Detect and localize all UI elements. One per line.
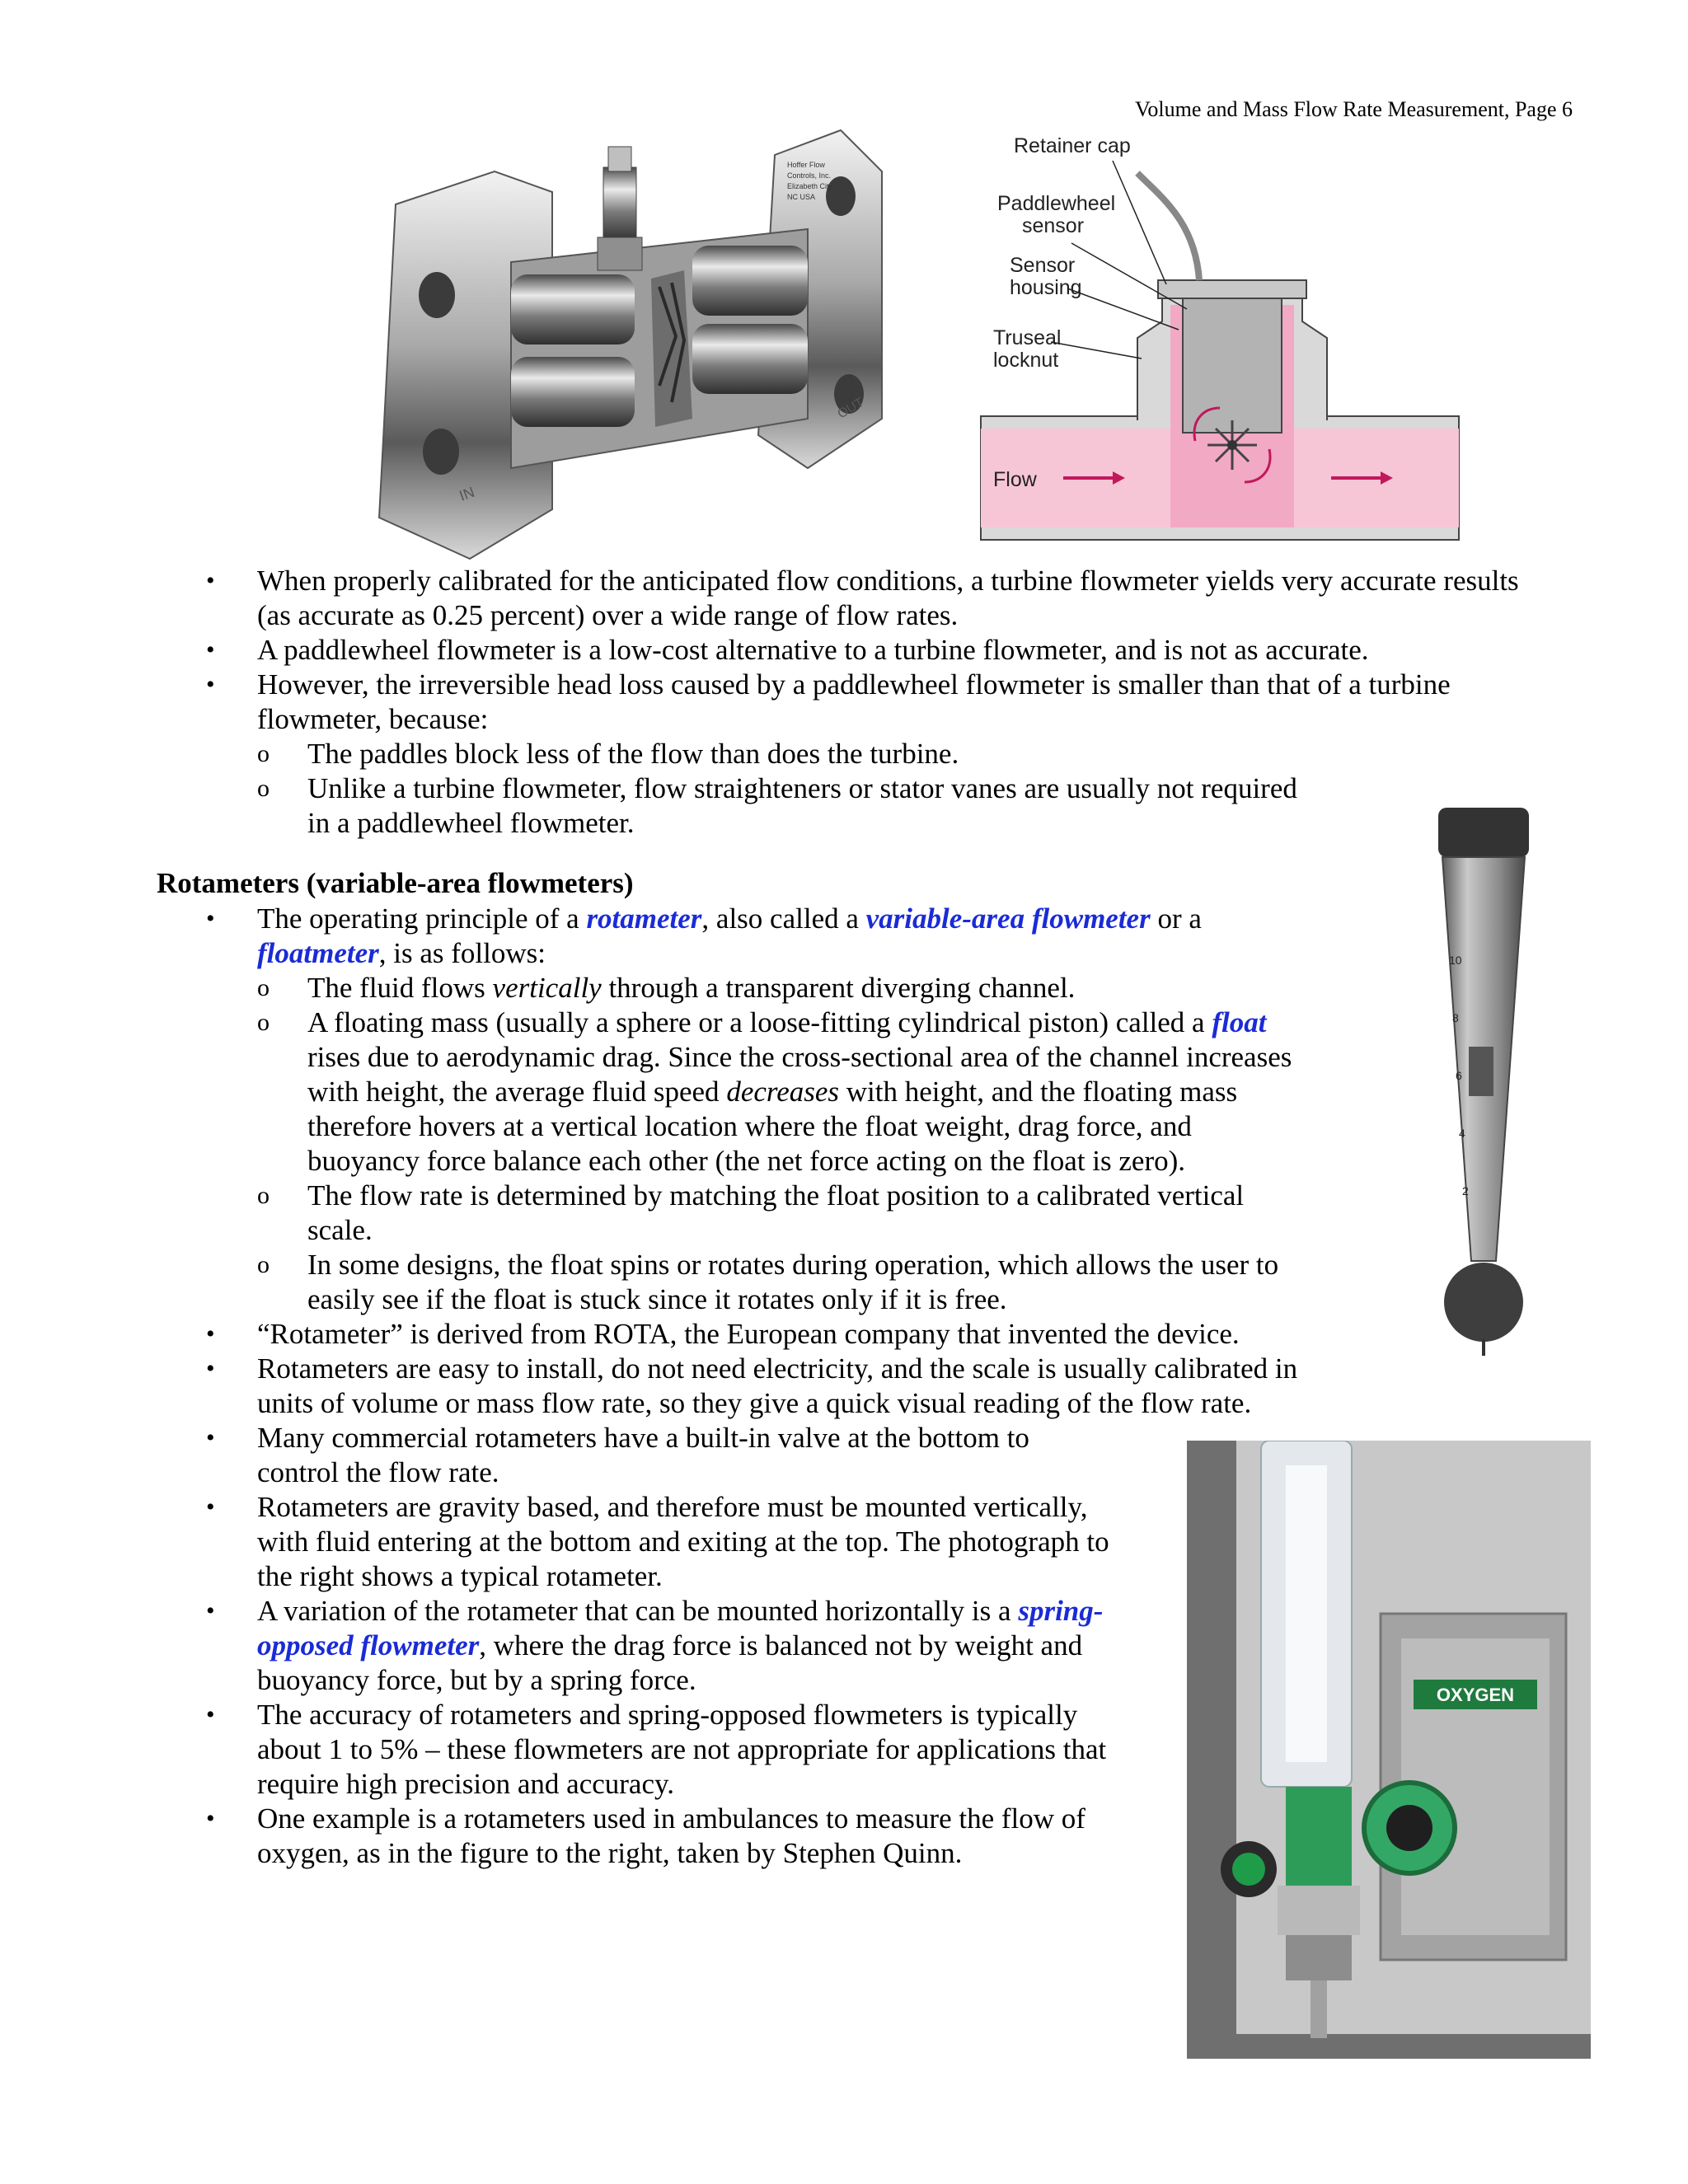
rotameter-scale-tick: 2 [1462, 1184, 1469, 1197]
bullet-symbol: • [206, 1493, 215, 1521]
keyword-spring-opposed-flowmeter: opposed flowmeter [257, 1629, 480, 1661]
label-sensor-housing: housing [1010, 276, 1082, 299]
bullet-symbol: • [206, 905, 215, 932]
text-span: with height, the average fluid speed [307, 1076, 727, 1108]
bullet-symbol: • [206, 1805, 215, 1832]
keyword-floatmeter: floatmeter [257, 937, 379, 969]
sub-bullet-text [307, 1005, 1266, 1040]
text-span: The fluid flows [307, 972, 493, 1004]
sub-bullet-symbol: o [257, 775, 270, 802]
label-paddlewheel-sensor: sensor [1022, 214, 1085, 237]
bullet-text [257, 902, 1202, 936]
bullet-text: flowmeter, because: [257, 703, 489, 735]
bullet-symbol: • [206, 636, 215, 663]
bullet-text: with fluid entering at the bottom and exiting at the top. The photograph to [257, 1526, 1109, 1558]
turbine-out-label: OUT [835, 395, 867, 422]
bullet-text: However, the irreversible head loss caused by a paddlewheel flowmeter is smaller than that of a turbine [257, 668, 1451, 701]
sub-bullet-symbol: o [257, 1009, 270, 1036]
text-span: or a [1150, 902, 1202, 935]
bullet-text [257, 1629, 1082, 1663]
bullet-symbol: • [206, 1355, 215, 1382]
turbine-plate-text: Hoffer Flow [787, 161, 825, 169]
bullet-text: the right shows a typical rotameter. [257, 1560, 663, 1592]
bullet-symbol: • [206, 1320, 215, 1347]
text-span: , is as follows: [378, 937, 546, 969]
text-span: A floating mass (usually a sphere or a loose-fitting cylindrical piston) called a [307, 1006, 1212, 1038]
sub-bullet-text: in a paddlewheel flowmeter. [307, 807, 635, 839]
label-flow: Flow [993, 468, 1037, 491]
bullet-text: Many commercial rotameters have a built-in valve at the bottom to [257, 1422, 1029, 1454]
emphasis-vertically: vertically [492, 972, 602, 1004]
keyword-rotameter: rotameter [586, 902, 702, 935]
sub-bullet-text: The paddles block less of the flow than does the turbine. [307, 738, 959, 770]
bullet-text: about 1 to 5% – these flowmeters are not appropriate for applications that [257, 1733, 1107, 1765]
label-truseal: Truseal [993, 326, 1062, 349]
keyword-variable-area-flowmeter: variable-area flowmeter [865, 902, 1151, 935]
label-paddlewheel: Paddlewheel [997, 192, 1116, 215]
bullet-text: When properly calibrated for the anticipated flow conditions, a turbine flowmeter yields very accurate results [257, 565, 1519, 597]
sub-bullet-text: In some designs, the float spins or rotates during operation, which allows the user to [307, 1249, 1279, 1281]
bullet-text: The accuracy of rotameters and spring-opposed flowmeters is typically [257, 1699, 1078, 1731]
bullet-text [257, 1594, 1103, 1629]
bullet-symbol: • [206, 567, 215, 594]
turbine-plate-text: Controls, Inc. [787, 171, 832, 180]
turbine-flowmeter-photo [346, 122, 923, 567]
sub-bullet-text [307, 1075, 1237, 1109]
rotameter-scale-tick: 4 [1459, 1127, 1465, 1140]
sub-bullet-text: Unlike a turbine flowmeter, flow straighteners or stator vanes are usually not required [307, 772, 1297, 804]
sub-bullet-symbol: o [257, 1182, 270, 1209]
rotameter-photo [1401, 799, 1566, 1360]
bullet-symbol: • [206, 1701, 215, 1728]
text-span: A variation of the rotameter that can be mounted horizontally is a [257, 1595, 1019, 1627]
text-span: , where the drag force is balanced not by weight and [479, 1629, 1083, 1661]
turbine-in-label: IN [457, 483, 477, 504]
bullet-text: Rotameters are gravity based, and therefore must be mounted vertically, [257, 1491, 1088, 1523]
rotameter-scale-tick: 6 [1456, 1069, 1462, 1082]
bullet-text: require high precision and accuracy. [257, 1768, 674, 1800]
sub-bullet-text: The flow rate is determined by matching the float position to a calibrated vertical [307, 1179, 1245, 1212]
turbine-plate-text: Elizabeth City [787, 182, 833, 190]
bullet-symbol: • [206, 1424, 215, 1451]
keyword-float: float [1212, 1006, 1267, 1038]
bullet-text: oxygen, as in the figure to the right, taken by Stephen Quinn. [257, 1837, 963, 1869]
sub-bullet-text: buoyancy force balance each other (the net force acting on the float is zero). [307, 1145, 1186, 1177]
text-span: The operating principle of a [257, 902, 587, 935]
bullet-text: Rotameters are easy to install, do not need electricity, and the scale is usually calibrated in [257, 1352, 1298, 1385]
rotameter-scale-tick: 8 [1452, 1011, 1459, 1024]
label-sensor: Sensor [1010, 254, 1076, 277]
label-locknut: locknut [993, 349, 1059, 372]
sub-bullet-text [307, 971, 1075, 1005]
sub-bullet-text: therefore hovers at a vertical location where the float weight, drag force, and [307, 1110, 1192, 1142]
text-span: , also called a [701, 902, 866, 935]
bullet-text: control the flow rate. [257, 1456, 499, 1488]
text-span: through a transparent diverging channel. [601, 972, 1076, 1004]
sub-bullet-text: rises due to aerodynamic drag. Since the cross-sectional area of the channel increases [307, 1041, 1292, 1073]
sub-bullet-symbol: o [257, 1251, 270, 1278]
sub-bullet-symbol: o [257, 974, 270, 1001]
bullet-text: buoyancy force, but by a spring force. [257, 1664, 696, 1696]
turbine-plate-text: NC USA [787, 193, 816, 201]
bullet-text: A paddlewheel flowmeter is a low-cost alternative to a turbine flowmeter, and is not as accurate. [257, 634, 1369, 666]
section-title: Rotameters (variable-area flowmeters) [157, 867, 634, 899]
sub-bullet-text: easily see if the float is stuck since it rotates only if it is free. [307, 1283, 1007, 1315]
bullet-text [257, 936, 546, 971]
bullet-symbol: • [206, 1597, 215, 1624]
bullet-text: One example is a rotameters used in ambulances to measure the flow of [257, 1802, 1085, 1835]
bullet-text: units of volume or mass flow rate, so they give a quick visual reading of the flow rate. [257, 1387, 1252, 1419]
oxygen-rotameter-photo [1187, 1441, 1591, 2059]
rotameter-scale-tick: 10 [1449, 954, 1462, 967]
bullet-text: “Rotameter” is derived from ROTA, the European company that invented the device. [257, 1318, 1240, 1350]
bullet-text: (as accurate as 0.25 percent) over a wide range of flow rates. [257, 599, 959, 631]
bullet-symbol: • [206, 671, 215, 698]
emphasis-decreases: decreases [726, 1076, 840, 1108]
paddlewheel-diagram [973, 124, 1467, 569]
keyword-spring-opposed: spring- [1018, 1595, 1104, 1627]
sub-bullet-symbol: o [257, 740, 270, 767]
oxygen-sign: OXYGEN [1436, 1685, 1515, 1705]
page-header: Volume and Mass Flow Rate Measurement, Page 6 [1135, 97, 1573, 121]
text-span: with height, and the floating mass [839, 1076, 1238, 1108]
sub-bullet-text: scale. [307, 1214, 373, 1246]
label-retainer-cap: Retainer cap [1014, 134, 1131, 157]
